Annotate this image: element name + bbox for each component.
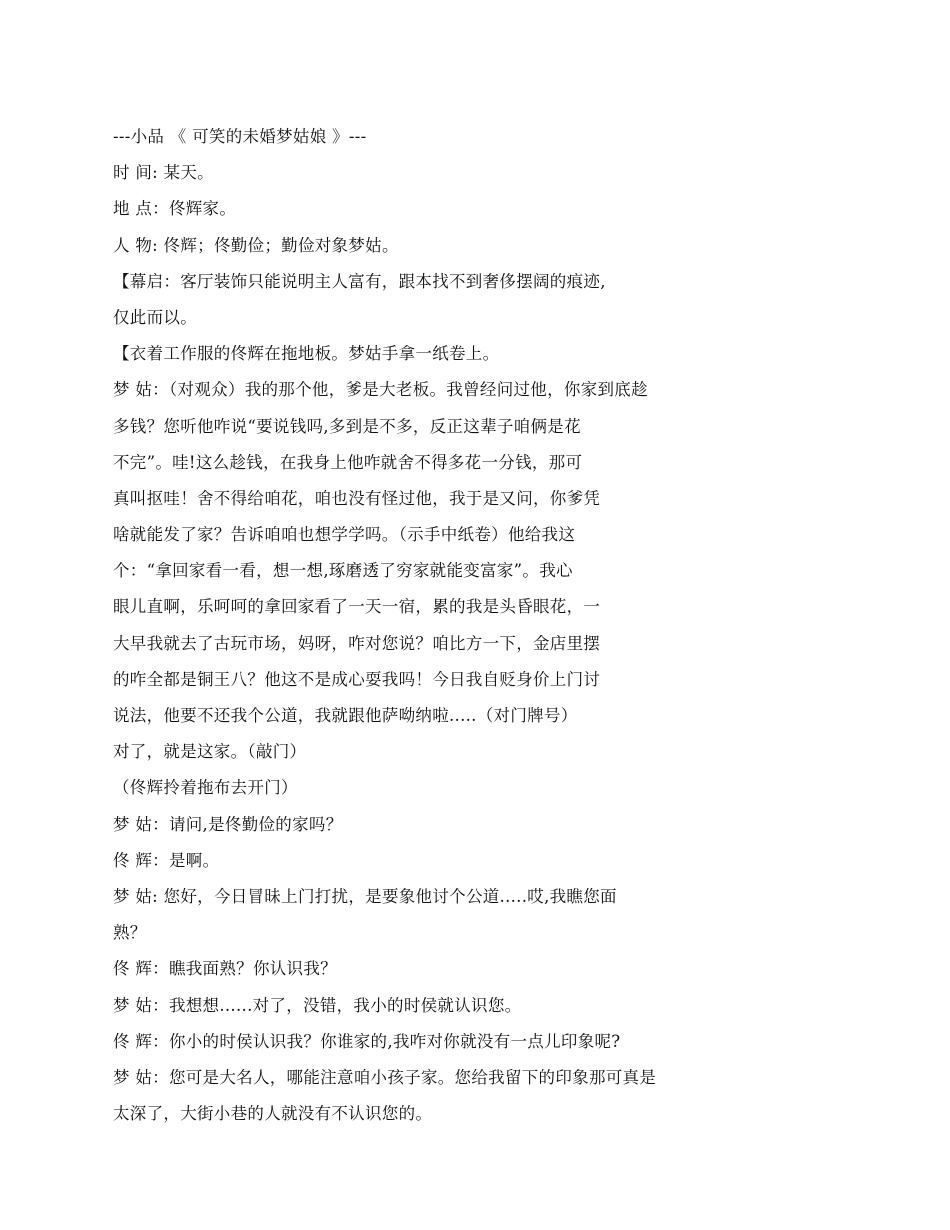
dialogue-line: 太深了，大街小巷的人就没有不认识您的。 bbox=[113, 1104, 433, 1124]
script-line: 的咋全都是铜王八？他这不是成心耍我吗！今日我自贬身价上门讨 bbox=[113, 669, 601, 689]
script-line: 梦 姑：（对观众）我的那个他，爹是大老板。我曾经问过他，你家到底趁 bbox=[113, 380, 648, 400]
stage-direction: （佟辉拎着拖布去开门） bbox=[113, 778, 298, 798]
dialogue-line: 熟？ bbox=[113, 923, 147, 943]
script-line: 个：“拿回家看一看，想一想,琢磨透了穷家就能变富家”。我心 bbox=[113, 561, 573, 581]
dialogue-line: 梦 姑：您可是大名人，哪能注意咱小孩子家。您给我留下的印象那可真是 bbox=[113, 1067, 657, 1087]
dialogue-line: 梦 姑: 您好，今日冒昧上门打扰，是要象他讨个公道.....哎,我瞧您面 bbox=[113, 886, 617, 906]
script-line: 对了，就是这家。（敲门） bbox=[113, 742, 307, 762]
script-line: 啥就能发了家？告诉咱咱也想学学吗。（示手中纸卷）他给我这 bbox=[113, 525, 576, 545]
dialogue-line: 佟 辉：瞧我面熟？你认识我？ bbox=[113, 959, 337, 979]
script-line: 【幕启：客厅装饰只能说明主人富有，跟本找不到奢侈摆阔的痕迹, bbox=[113, 271, 606, 291]
dialogue-line: 梦 姑：请问,是佟勤俭的家吗？ bbox=[113, 814, 343, 834]
script-line-place: 地 点：佟辉家。 bbox=[113, 199, 237, 219]
script-line: 眼儿直啊，乐呵呵的拿回家看了一天一宿，累的我是头昏眼花，一 bbox=[113, 597, 601, 617]
script-text bbox=[113, 125, 733, 1138]
script-line: 不完”。哇!这么趁钱，在我身上他咋就舍不得多花一分钱，那可 bbox=[113, 452, 583, 472]
script-line: 仅此而以。 bbox=[113, 307, 197, 327]
script-line: 说法，他要不还我个公道，我就跟他萨呦纳啦.....（对门牌号） bbox=[113, 706, 578, 725]
script-title: ---小品 《 可笑的未婚梦姑娘 》--- bbox=[113, 127, 367, 146]
dialogue-line: 佟 辉：是啊。 bbox=[113, 850, 220, 870]
script-line-time: 时 间: 某天。 bbox=[113, 163, 214, 183]
script-line: 【衣着工作服的佟辉在拖地板。梦姑手拿一纸卷上。 bbox=[113, 344, 500, 364]
script-line: 大早我就去了古玩市场，妈呀，咋对您说？咱比方一下，金店里摆 bbox=[113, 633, 601, 653]
script-line: 真叫抠哇！舍不得给咱花，咱也没有怪过他，我于是又问，你爹凭 bbox=[113, 488, 601, 508]
script-line: 多钱？您听他咋说“要说钱吗,多到是不多，反正这辈子咱俩是花 bbox=[113, 416, 581, 436]
dialogue-line: 梦 姑：我想想......对了，没错，我小的时侯就认识您。 bbox=[113, 995, 522, 1015]
script-line-characters: 人 物: 佟辉；佟勤俭；勤俭对象梦姑。 bbox=[113, 235, 399, 255]
dialogue-line: 佟 辉：你小的时侯认识我？你谁家的,我咋对你就没有一点儿印象呢? bbox=[113, 1031, 621, 1051]
